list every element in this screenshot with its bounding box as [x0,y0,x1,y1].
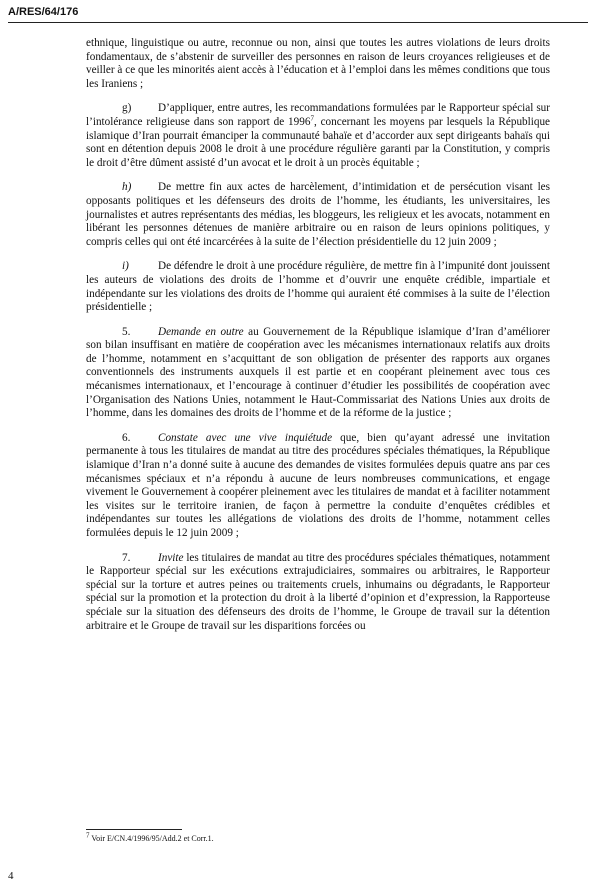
subparagraph-label: h) [122,181,132,194]
subparagraph-text-cont: , concernant les moyens par lesquels la République islamique d’Iran pourrait émanciper la communauté bahaïe et d’accorder aux sept dirigeants bahaïs qui sont en détention depuis 2008 le droit à une procédure régulière garanti par la Constitution, y compris le droit d’être dûment assisté d’un avocat et le droit à un procès équitable ; [86,115,550,169]
paragraph-text: que, bien qu’ayant adressé une invitation permanente à tous les titulaires de mandat au titre des procédures spéciales thématiques, la République islamique d’Iran n’a donné suite à aucune des demandes de visites formulées depuis quatre ans par ces mécanismes spéciaux et n’a répondu à aucune de leurs nombreuses communications, et engage vivement le Gouvernement à coopérer pleinement avec les titulaires de mandat et à faciliter notamment les visites sur le territoire iranien, de façon à permettre la conduite d’enquêtes crédibles et indépendantes sur toutes les allégations de violations des droits de l’homme, notamment celles formulées depuis le 12 juin 2009 ; [86,431,551,539]
subparagraph-text: De mettre fin aux actes de harcèlement, d’intimidation et de persécution visant les opposants politiques et les défenseurs des droits de l’homme, les étudiants, les universitaires, les journalistes et autres représentants des médias, les bloggeurs, les religieux et les avocats, notamment en libérant les personnes détenues de manière arbitraire ou en raison de leurs opinions politiques, y compris celles qui ont été incarcérées à la suite de l’élection présidentielle du 12 juin 2009 ; [86,181,550,248]
subparagraph-g [86,102,550,170]
subparagraph-text: D’appliquer, entre autres, les recommandations formulées par le Rapporteur spécial sur l’intolérance religieuse dans son rapport de 1996 [86,102,550,128]
document-body [86,37,550,644]
paragraph-number: 7. [122,551,131,564]
paragraph-continuation: ethnique, linguistique ou autre, reconnue ou non, ainsi que toutes les autres violations de leurs droits fondamentaux, de s’abstenir de surveiller des personnes en raison de leurs croyances religieuses et de veiller à ce que les minorités aient accès à l’éducation et à l’emploi dans les mêmes conditions que tous les Iraniens ; [86,37,550,90]
paragraph-operative-phrase: Demande en outre [158,325,244,338]
subparagraph-i [86,260,550,314]
paragraph-text: au Gouvernement de la République islamique d’Iran d’améliorer son bilan insuffisant en matière de coopération avec les mécanismes internationaux relatifs aux droits de l’homme, notamment en s’acquittant de son obligation de présenter des rapports aux organes conventionnels des instruments auxquels il est partie et en coopérant pleinement avec tous ces mécanismes internationaux, et l’encourage à continuer d’étudier les possibilités de coopération avec l’Organisation des Nations Unies, notamment le Haut-Commissariat des Nations Unies aux droits de l’homme, dans les domaines des droits de l’homme et de la réforme de la justice ; [86,325,550,420]
footnote [86,831,546,844]
footnote-divider [86,829,182,830]
document-symbol: A/RES/64/176 [8,6,588,23]
footnote-mark: 7 [86,831,90,840]
paragraph-6 [86,432,550,541]
subparagraph-label: i) [122,260,129,273]
paragraph-5 [86,326,550,421]
footnote-text: Voir E/CN.4/1996/95/Add.2 et Corr.1. [89,834,214,843]
paragraph-7 [86,552,550,634]
subparagraph-text: De défendre le droit à une procédure régulière, de mettre fin à l’impunité dont jouissent les auteurs de violations des droits de l’homme et d’ouvrir une enquête crédible, impartiale et indépendante sur les violations des droits de l’homme qui auraient été commises à la suite de l’élection présidentielle ; [86,260,550,314]
paragraph-number: 6. [122,431,131,444]
subparagraph-h [86,181,550,249]
paragraph-operative-phrase: Invite [158,551,184,564]
subparagraph-label: g) [122,102,132,115]
paragraph-operative-phrase: Constate avec une vive inquiétude [158,431,333,444]
paragraph-number: 5. [122,325,131,338]
page-number: 4 [8,870,14,882]
footnote-reference: 7 [310,114,314,123]
paragraph-text: les titulaires de mandat au titre des procédures spéciales thématiques, notamment le Rapporteur spécial sur les exécutions extrajudiciaires, sommaires ou arbitraires, le Rapporteur spécial sur la torture et autres peines ou traitements cruels, inhumains ou dégradants, le Rapporteur spécial sur la promotion et la protection du droit à la liberté d’opinion et d’expression, la Rapporteuse spéciale sur la situation des défenseurs des droits de l’homme, le Groupe de travail sur la détention arbitraire et le Groupe de travail sur les disparitions forcées ou [86,551,550,632]
